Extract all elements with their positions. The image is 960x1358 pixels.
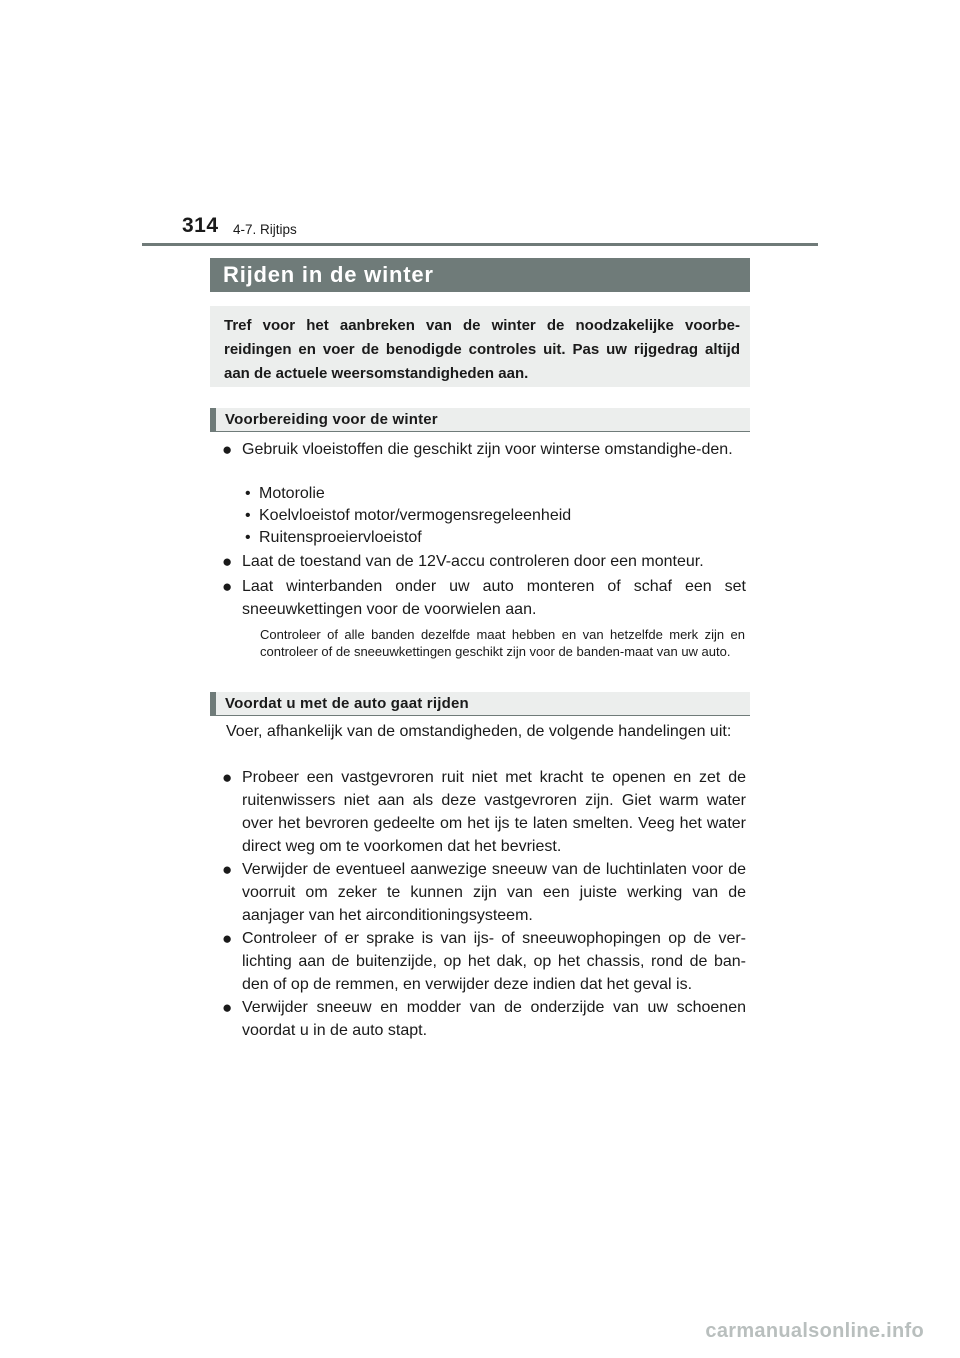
list-item-text: Controleer of er sprake is van ijs- of sneeuwophopingen op de ver-lichting aan de buitenzijde, op het dak, op het chassis, rond de ban-den of op de remmen, en verwijder deze indien dat het geval is. <box>242 930 746 993</box>
list-item <box>222 575 746 621</box>
sub-list-item-text: Motorolie <box>259 485 325 502</box>
subheading-voorbereiding <box>210 408 750 432</box>
bullet-icon: ● <box>222 440 233 459</box>
list-item <box>222 438 746 461</box>
bullet-icon: ● <box>222 577 233 596</box>
intro-box <box>210 306 750 387</box>
sub-bullet-icon: • <box>245 529 251 546</box>
list-item-text: Verwijder sneeuw en modder van de onderzijde van uw schoenen voordat u in de auto stapt. <box>242 999 746 1039</box>
sub-list-item <box>245 527 422 549</box>
bullet-icon: ● <box>222 998 233 1017</box>
bullet-icon: ● <box>222 768 233 787</box>
subheading-voordat <box>210 692 750 716</box>
list-item <box>222 927 746 996</box>
bullet-icon: ● <box>222 860 233 879</box>
list-item-text: Gebruik vloeistoffen die geschikt zijn voor winterse omstandighe-den. <box>242 441 733 458</box>
bullet-icon: ● <box>222 552 233 571</box>
page-title: Rijden in de winter <box>223 262 434 287</box>
sub-bullet-icon: • <box>245 507 251 524</box>
list-item-text: Laat winterbanden onder uw auto monteren of schaf een set sneeuwkettingen voor de voorwielen aan. <box>242 578 746 618</box>
page-number: 314 <box>182 214 219 237</box>
bullet-icon: ● <box>222 929 233 948</box>
section-label: 4-7. Rijtips <box>233 222 297 237</box>
subheading-text: Voorbereiding voor de winter <box>225 411 438 428</box>
sub-list-item <box>245 505 571 527</box>
sub-list-item <box>245 483 325 505</box>
list-item <box>222 766 746 858</box>
sub-bullet-icon: • <box>245 485 251 502</box>
list-item <box>222 996 746 1042</box>
intro-text: Tref voor het aanbreken van de winter de noodzakelijke voorbe-reidingen en voer de benodigde controles uit. Pas uw rijgedrag altijd aan de actuele weersomstandigheden aan. <box>224 317 740 382</box>
list-item-text: Verwijder de eventueel aanwezige sneeuw van de luchtinlaten voor de voorruit om zeker te kunnen zijn van een juiste werking van de aanjager van het airconditioningsysteem. <box>242 861 746 924</box>
list-item-text: Probeer een vastgevroren ruit niet met kracht te openen en zet de ruitenwissers niet aan als deze vastgevroren zijn. Giet warm water over het bevroren gedeelte om het ijs te laten smelten. Veeg het water direct weg om te voorkomen dat het bevriest. <box>242 769 746 855</box>
list-item <box>222 858 746 927</box>
list-item <box>222 550 746 573</box>
list-item-text: Laat de toestand van de 12V-accu controleren door een monteur. <box>242 553 704 570</box>
sub-list-item-text: Koelvloeistof motor/vermogensregeleenheid <box>259 507 572 524</box>
subheading-text: Voordat u met de auto gaat rijden <box>225 695 469 712</box>
watermark: carmanualsonline.info <box>705 1320 924 1342</box>
header-rule <box>142 243 818 246</box>
sub-list-item-text: Ruitensproeiervloeistof <box>259 529 422 546</box>
lead-paragraph: Voer, afhankelijk van de omstandigheden, de volgende handelingen uit: <box>226 723 732 740</box>
title-bar <box>210 258 750 292</box>
note-text: Controleer of alle banden dezelfde maat hebben en van hetzelfde merk zijn en controleer of de sneeuwkettingen geschikt zijn voor de banden-maat van uw auto. <box>260 627 745 659</box>
